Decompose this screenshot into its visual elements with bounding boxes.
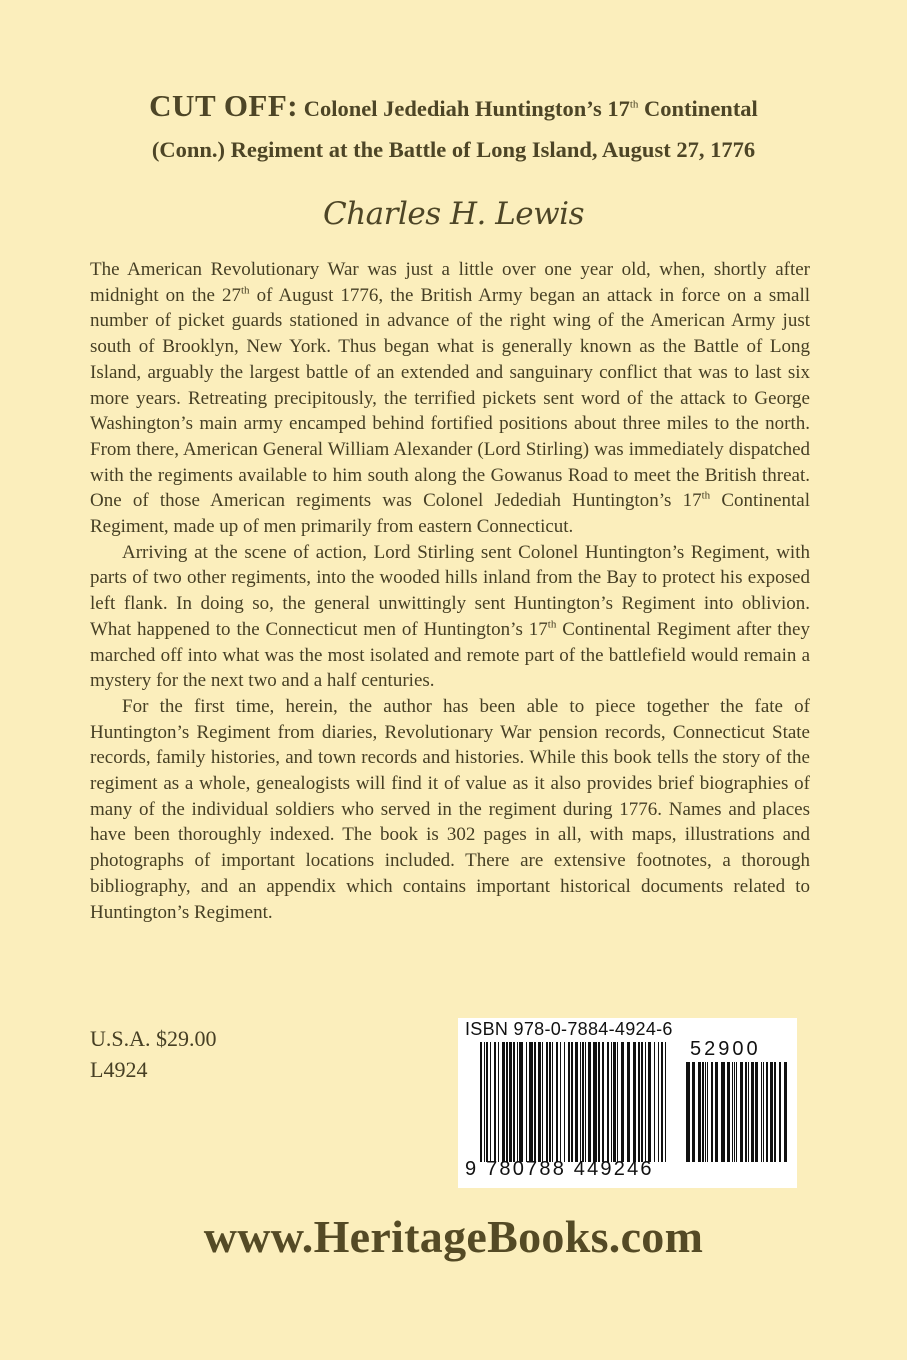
price-block xyxy=(90,1023,217,1085)
barcode-bar xyxy=(613,1042,616,1162)
price: U.S.A. $29.00 xyxy=(90,1026,217,1051)
barcode-bar xyxy=(484,1042,485,1162)
barcode-bar xyxy=(727,1062,730,1162)
barcode-bar xyxy=(611,1042,612,1162)
title-main: CUT OFF: xyxy=(149,88,299,123)
barcode-bar xyxy=(621,1042,624,1162)
barcode-bar xyxy=(564,1042,565,1162)
barcode-bar xyxy=(633,1042,636,1162)
barcode-bar xyxy=(519,1042,523,1162)
barcode-bar xyxy=(658,1042,659,1162)
barcode-bar xyxy=(517,1042,518,1162)
barcode-bar xyxy=(784,1062,787,1162)
barcode-price-code: 52900 xyxy=(690,1038,761,1060)
description-paragraph-1 xyxy=(90,257,810,540)
barcode-bar xyxy=(665,1042,666,1162)
para1-text-b: of August 1776, the British Army began an attack in force on a small number of picket guards stationed in advance of the right wing of the American Army just south of Brooklyn, New York. Thus began what is generally known as the Battle of Long Island, arguably the largest battle of an extended and sanguinary conflict that was to last six more years. Retreating precipitously, the terrified pickets sent word of the attack to George Washington’s main army encamped behind fortified positions about three miles to the north. From there, American General William Alexander (Lord Stirling) was immediately dispatched with the regiments available to him south along the Gowanus Road to meet the British threat. One of those American regiments was Colonel Jedediah Huntington’s 17 xyxy=(90,284,811,512)
para1-text-a: The American Revolutionary War was just a little over one year old, when, shortly after midnight on the 27 xyxy=(90,259,810,306)
barcode-bar xyxy=(494,1042,496,1162)
title-line-2: (Conn.) Regiment at the Battle of Long Island, August 27, 1776 xyxy=(151,137,756,162)
barcode-bar xyxy=(627,1042,630,1162)
para1-ordinal-2: th xyxy=(701,490,711,502)
barcode-bar xyxy=(509,1042,512,1162)
barcode-bar xyxy=(740,1062,743,1162)
barcode-bar xyxy=(698,1062,701,1162)
description-paragraph-3: For the first time, herein, the author has been able to piece together the fate of Huntington’s Regiment from diaries, Revolutionary War pension records, Connecticut State records, family histories, and town records and histories. While this book tells the story of the regiment as a whole, genealogists will find it of value as it also provides brief biographies of many of the individual soldiers who served in the regiment during 1776. Names and places have been thoroughly indexed. The book is 302 pages in all, with maps, illustrations and photographs of important locations included. There are extensive footnotes, a thorough bibliography, and an appendix which contains important historical documents related to Huntington’s Regiment. xyxy=(90,695,810,923)
description-paragraph-2 xyxy=(90,540,810,694)
barcode-bar xyxy=(766,1062,768,1162)
barcode-bar xyxy=(556,1042,558,1162)
barcode-bar xyxy=(745,1062,747,1162)
para1-ordinal-1: th xyxy=(241,284,250,297)
barcode-bar xyxy=(711,1062,713,1162)
barcode-bar xyxy=(534,1042,536,1162)
publisher-website: www.HeritageBooks.com xyxy=(203,1211,704,1262)
barcode-bar xyxy=(721,1062,725,1162)
isbn-label: ISBN 978-0-7884-4924-6 xyxy=(465,1019,673,1039)
barcode-bar xyxy=(692,1062,695,1162)
barcode-bar xyxy=(529,1042,533,1162)
barcode-bar xyxy=(546,1042,548,1162)
barcode-bar xyxy=(654,1042,655,1162)
barcode-bar xyxy=(705,1062,706,1162)
barcode-bar xyxy=(761,1062,762,1162)
title-subtitle-part2: Continental xyxy=(644,96,758,121)
barcode-bar xyxy=(498,1042,499,1162)
barcode-bar xyxy=(480,1042,482,1162)
barcode-bar xyxy=(755,1062,758,1162)
barcode-box xyxy=(458,1018,797,1188)
barcode-bar xyxy=(580,1042,581,1162)
barcode-bar xyxy=(552,1042,553,1162)
barcode-bar xyxy=(571,1042,573,1162)
barcode-bar xyxy=(486,1042,488,1162)
barcode-bar xyxy=(736,1062,737,1162)
barcode-bar xyxy=(648,1042,651,1162)
para2-text-a: Arriving at the scene of action, Lord Stirling sent Colonel Huntington’s Regiment, with parts of two other regiments, into the wooded hills inland from the Bay to protect his exposed left flank. In doing so, the general unwittingly sent Huntington’s Regiment into oblivion. What happened to the Connecticut men of Huntington’s 17 xyxy=(90,541,810,640)
para1-text-c: Continental Regiment, made up of men primarily from eastern Connecticut. xyxy=(90,490,810,538)
barcode-bar xyxy=(582,1042,584,1162)
barcode-bar xyxy=(686,1062,690,1162)
barcode-bar xyxy=(748,1062,749,1162)
title-ordinal-suffix: th xyxy=(629,98,639,111)
barcode-bar xyxy=(715,1062,718,1162)
barcode-bar xyxy=(602,1042,604,1162)
para2-ordinal: th xyxy=(547,618,557,631)
barcode-bar xyxy=(588,1042,591,1162)
barcode-bar xyxy=(490,1042,491,1162)
barcode-bar xyxy=(638,1042,640,1162)
barcode-bar xyxy=(502,1042,505,1162)
barcode-bar xyxy=(526,1042,527,1162)
barcode-bar xyxy=(702,1062,704,1162)
barcode-bar xyxy=(575,1042,578,1162)
barcode-bar xyxy=(549,1042,551,1162)
barcode-bar xyxy=(506,1042,508,1162)
barcode-bar xyxy=(661,1042,663,1162)
barcode-bar xyxy=(568,1042,570,1162)
barcode-bar xyxy=(513,1042,515,1162)
barcode-bar xyxy=(707,1062,708,1162)
barcode-bar xyxy=(732,1062,733,1162)
barcode-bar xyxy=(763,1062,764,1162)
barcode-bar xyxy=(645,1042,646,1162)
book-description xyxy=(90,257,810,925)
title-line-1 xyxy=(60,86,847,129)
barcode-bar xyxy=(770,1062,773,1162)
barcode-bar xyxy=(607,1042,609,1162)
barcode-bar xyxy=(617,1042,618,1162)
barcode-bar xyxy=(598,1042,600,1162)
title-subtitle-part1: Colonel Jedediah Huntington’s 17 xyxy=(303,96,630,121)
barcode-bar xyxy=(585,1042,586,1162)
barcode-bar xyxy=(560,1042,561,1162)
barcode-bar xyxy=(538,1042,541,1162)
barcode-bar xyxy=(542,1042,543,1162)
barcode-bar xyxy=(779,1062,781,1162)
author-name: Charles H. Lewis xyxy=(322,196,585,232)
book-title xyxy=(60,86,847,170)
catalog-code: L4924 xyxy=(90,1057,148,1082)
barcode-bar xyxy=(734,1062,735,1162)
para2-text-b: Continental Regiment after they marched off into what was the most isolated and remote part of the battlefield would remain a mystery for the next two and a half centuries. xyxy=(90,618,810,692)
ean-digits: 9 780788 449246 xyxy=(465,1158,654,1180)
barcode-bar xyxy=(751,1062,754,1162)
barcode-bar xyxy=(593,1042,597,1162)
barcode-bar xyxy=(774,1062,776,1162)
barcode-bar xyxy=(641,1042,643,1162)
